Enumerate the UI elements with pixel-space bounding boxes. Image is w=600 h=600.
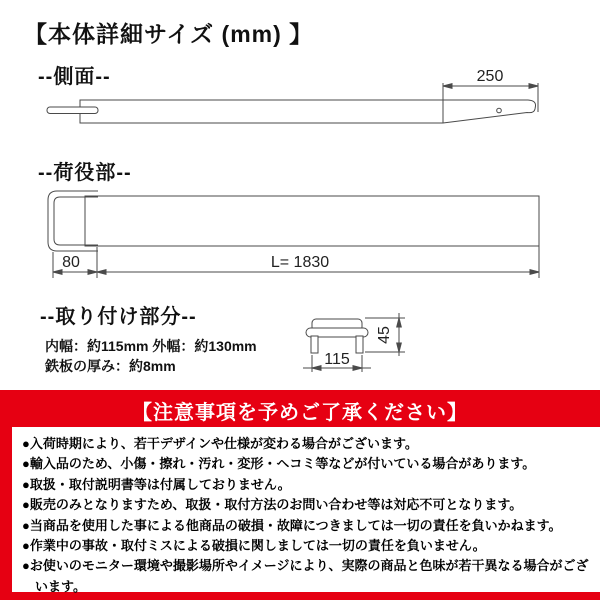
side-view-left-tab [47, 107, 98, 114]
side-view-fork-outline [80, 100, 536, 123]
dim-45-arrow-top [397, 318, 402, 327]
dim-250-arrow-left [443, 84, 452, 89]
notice-item: ●取扱・取付説明書等は付属しておりません。 [22, 476, 291, 492]
dim-80-label: 80 [62, 254, 80, 271]
notice-item: ●当商品を使用した事による他商品の破損・故障につきましては一切の責任を負いかねます。 [22, 517, 562, 533]
dim-250-label: 250 [476, 68, 504, 85]
notice-item: ●作業中の事故・取付ミスによる破損に関しましては一切の責任を負いません。 [22, 538, 486, 554]
mount-leg-right [356, 336, 363, 353]
dim-45-arrow-bottom [397, 343, 402, 352]
notice-band [0, 390, 600, 600]
mount-spec-width-line: 内幅：約115mm 外幅：約130mm [45, 338, 257, 354]
notice-item: ●お使いのモニター環境や撮影場所やイメージにより、実際の商品と色味が若干異なる場合がございます。 [22, 558, 589, 594]
dim-115-arrow-right [353, 366, 362, 371]
notice-heading: 【注意事項を予めご了承ください】 [132, 402, 468, 424]
dim-80-arrow-right [88, 270, 97, 275]
dim-115-label: 115 [324, 351, 350, 368]
page-title: 【本体詳細サイズ (mm) 】 [24, 21, 314, 47]
notice-item: ●輸入品のため、小傷・擦れ・汚れ・変形・ヘコミ等などが付いている場合があります。 [22, 456, 536, 472]
dim-250-arrow-right [529, 84, 538, 89]
dim-length-label: L= 1830 [270, 254, 330, 271]
dim-length-arrow-right [530, 270, 539, 275]
dim-115-arrow-left [312, 366, 321, 371]
load-section-drawing [48, 191, 539, 278]
dim-80-arrow-left [53, 270, 62, 275]
notice-item: ●販売のみとなりますため、取扱・取付方法のお問い合わせ等は対応不可となります。 [22, 497, 523, 513]
dim-45-label: 45 [376, 326, 393, 344]
mount-leg-left [311, 336, 318, 353]
load-section-body [85, 196, 539, 246]
section-label-load-section: --荷役部-- [38, 162, 132, 184]
mount-spec-thickness-line: 鉄板の厚み：約8mm [45, 358, 176, 374]
notice-panel [12, 427, 600, 592]
section-label-mount-section: --取り付け部分-- [40, 306, 197, 328]
section-label-side-view: --側面-- [38, 66, 111, 88]
notice-item: ●入荷時期により、若干デザインや仕様が変わる場合がございます。 [22, 436, 418, 451]
dim-length-arrow-left [97, 270, 106, 275]
mount-section-drawing [303, 313, 405, 372]
side-view-drawing [47, 68, 538, 123]
